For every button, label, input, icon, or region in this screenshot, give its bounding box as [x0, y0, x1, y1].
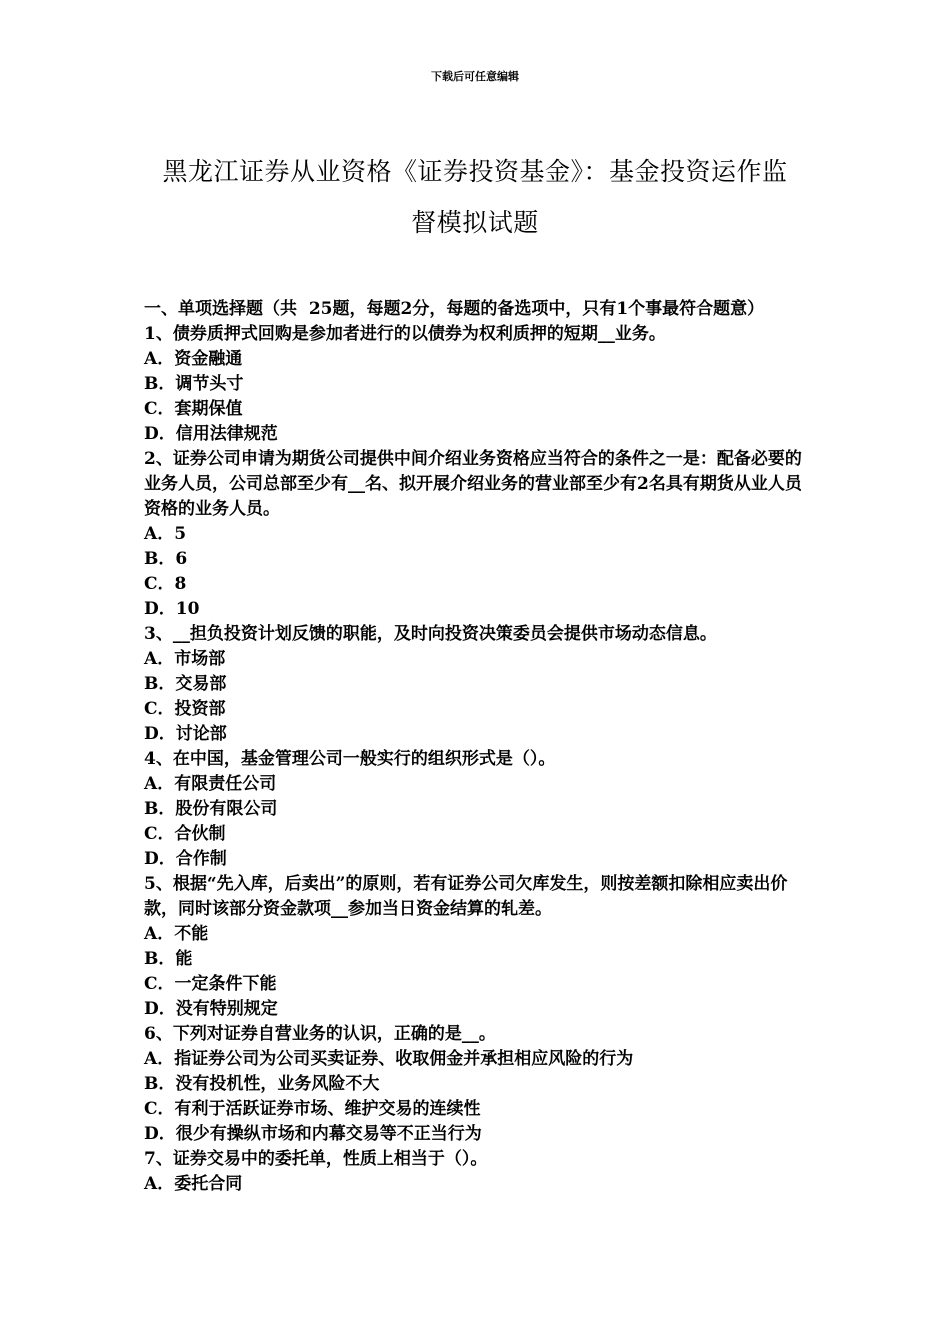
question-stem: 1、债券质押式回购是参加者进行的以债券为权利质押的短期__业务。 — [144, 324, 666, 344]
option: A．5 — [144, 524, 187, 544]
question-stem: 4、在中国，基金管理公司一般实行的组织形式是（）。 — [144, 749, 556, 769]
option: C．一定条件下能 — [144, 974, 277, 994]
option: C．合伙制 — [144, 824, 226, 844]
option: D．讨论部 — [144, 724, 227, 744]
question-stem: 2、证券公司申请为期货公司提供中间介绍业务资格应当符合的条件之一是：配备必要的业务人员，公司总部至少有__名、拟开展介绍业务的营业部至少有2名具有期货从业人员资格的业务人员。 — [144, 449, 802, 519]
option: A．委托合同 — [144, 1174, 243, 1194]
option: B．没有投机性，业务风险不大 — [144, 1074, 380, 1094]
document-body — [144, 297, 810, 1197]
option: C．有利于活跃证券市场、维护交易的连续性 — [144, 1099, 481, 1119]
page-title: 黑龙江证券从业资格《证券投资基金》：基金投资运作监督模拟试题 — [162, 157, 788, 237]
question-stem: 6、下列对证券自营业务的认识，正确的是__。 — [144, 1024, 496, 1044]
option: B．交易部 — [144, 674, 227, 694]
option: D．没有特别规定 — [144, 999, 278, 1019]
option: D．很少有操纵市场和内幕交易等不正当行为 — [144, 1124, 482, 1144]
option: A．有限责任公司 — [144, 774, 277, 794]
option: C．8 — [144, 574, 187, 594]
option: D．信用法律规范 — [144, 424, 278, 444]
option: A．资金融通 — [144, 349, 243, 369]
header-note: 下载后可任意编辑 — [431, 70, 519, 83]
option: D．10 — [144, 599, 200, 619]
option: D．合作制 — [144, 849, 227, 869]
question-stem: 5、根据“先入库，后卖出”的原则，若有证券公司欠库发生，则按差额扣除相应卖出价款，同时该部分资金款项__参加当日资金结算的轧差。 — [144, 874, 788, 919]
option: A．市场部 — [144, 649, 226, 669]
option: B．调节头寸 — [144, 374, 244, 394]
option: B．股份有限公司 — [144, 799, 278, 819]
question-stem: 3、__担负投资计划反馈的职能，及时向投资决策委员会提供市场动态信息。 — [144, 624, 717, 644]
option: B．能 — [144, 949, 193, 969]
option: A．指证券公司为公司买卖证券、收取佣金并承担相应风险的行为 — [144, 1049, 634, 1069]
section-heading: 一、单项选择题（共 25题，每题2分，每题的备选项中，只有1个事最符合题意） — [144, 299, 765, 319]
option: B．6 — [144, 549, 188, 569]
option: A．不能 — [144, 924, 209, 944]
option: C．套期保值 — [144, 399, 243, 419]
option: C．投资部 — [144, 699, 226, 719]
question-stem: 7、证券交易中的委托单，性质上相当于（）。 — [144, 1149, 488, 1169]
